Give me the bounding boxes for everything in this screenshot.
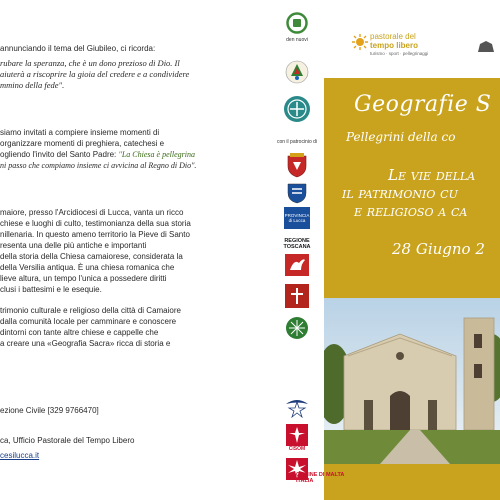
red-cross-logo	[285, 284, 309, 313]
para2-line-3: nillenaria. In questo ameno territorio la Pieve di Santo	[0, 230, 190, 239]
patronage-label: con il patrocinio di	[276, 139, 318, 145]
contact-email-link[interactable]: cesilucca.it	[0, 451, 40, 460]
invite-line-1: siamo invitati a compiere insieme momenti di	[0, 128, 160, 137]
event-line-1: Le vie della	[388, 166, 476, 184]
provincia-logo	[284, 207, 310, 229]
event-date: 28 Giugno 2	[392, 240, 485, 258]
invite-line-3	[0, 150, 195, 161]
para2-line-8: clusi i battesimi e le esequie.	[0, 285, 102, 294]
diocese-emblem-icon	[476, 40, 496, 59]
quote-line-2: aiuterà a riscoprire la gioia del credere e a condividere	[0, 69, 190, 79]
invite-line-2: organizzare momenti di preghiera, catechesi e	[0, 139, 165, 148]
invite-text: ogliendo l'invito del Santo Padre:	[0, 150, 119, 159]
church-photo	[324, 298, 500, 464]
shield-emblem-icon	[287, 182, 307, 209]
para2-line-5: della storia della Chiesa camaiorese, considerata la	[0, 252, 183, 261]
cover-bottom-band	[324, 464, 500, 500]
logo-1-label: den nuovi	[286, 37, 308, 43]
regione-label: REGIONE TOSCANA	[283, 238, 311, 250]
para2-line-7: lieve altura, un tempo l'unica a possedere diritti	[0, 274, 167, 283]
main-title: Geografie S	[354, 92, 492, 117]
cover-top-band	[324, 0, 500, 78]
coat-of-arms-icon	[286, 152, 308, 183]
intro-line: annunciando il tema del Giubileo, ci ricorda:	[0, 44, 156, 53]
ordine-line-1: ORDINE DI MALTA	[296, 472, 345, 478]
pastorale-line-1: pastorale del	[370, 32, 416, 41]
green-round-logo	[285, 316, 309, 345]
contact-office: ca, Ufficio Pastorale del Tempo Libero	[0, 436, 135, 445]
para2-line-6: della Versilia antiqua. È una chiesa romanica che	[0, 263, 175, 272]
logos-column	[270, 0, 324, 500]
event-line-2: il patrimonio cu	[342, 184, 458, 202]
para2-line-4: resenta una delle più antiche e importanti	[0, 241, 147, 250]
regione-pegasus-logo	[285, 254, 309, 281]
para2-line-1: maiore, presso l'Arcidiocesi di Lucca, vanta un ricco	[0, 208, 184, 217]
para3-line-4: a creare una «Geografia Sacra» ricca di storia e	[0, 339, 171, 348]
para3-line-1: trimonio culturale e religioso della città di Camaiore	[0, 306, 181, 315]
fold-spine	[262, 0, 270, 500]
provincia-label: PROVINCIA di Lucca	[284, 213, 310, 223]
colorful-mark-logo	[282, 58, 312, 91]
ordine-malta-label	[296, 472, 344, 484]
para2-line-2: chiese e luoghi di culto, testimonianza della sua storia	[0, 219, 191, 228]
cover-panel	[324, 0, 500, 500]
teal-seal-logo	[282, 94, 312, 129]
cisom-label: CISOM	[288, 446, 306, 452]
contact-phone: ezione Civile [329 9766470]	[0, 406, 99, 415]
pastorale-logo-text	[370, 33, 428, 59]
quote-line-1: rubare la speranza, che è un dono prezioso di Dio. Il	[0, 58, 180, 68]
para3-line-2: dalla comunità locale per camminare e conoscere	[0, 317, 177, 326]
subtitle: Pellegrini della co	[346, 130, 456, 144]
pastorale-line-2: tempo libero	[370, 40, 419, 50]
ordine-line-2: ITALIA	[296, 478, 314, 484]
pastorale-line-3: turismo · sport · pellegrinaggi	[370, 51, 429, 56]
invite-quote: "La Chiesa è pellegrina	[118, 150, 195, 159]
quote-line-3: mmino della fede".	[0, 80, 65, 90]
event-line-3: e religioso a ca	[354, 202, 468, 220]
invite-line-4: ni passo che compiamo insieme ci avvicina al Regno di Dio".	[0, 161, 197, 170]
pastorale-sun-icon	[352, 34, 368, 55]
para3-line-3: dintorni con tante altre chiese e cappelle che	[0, 328, 159, 337]
eagle-star-logo	[284, 394, 310, 423]
